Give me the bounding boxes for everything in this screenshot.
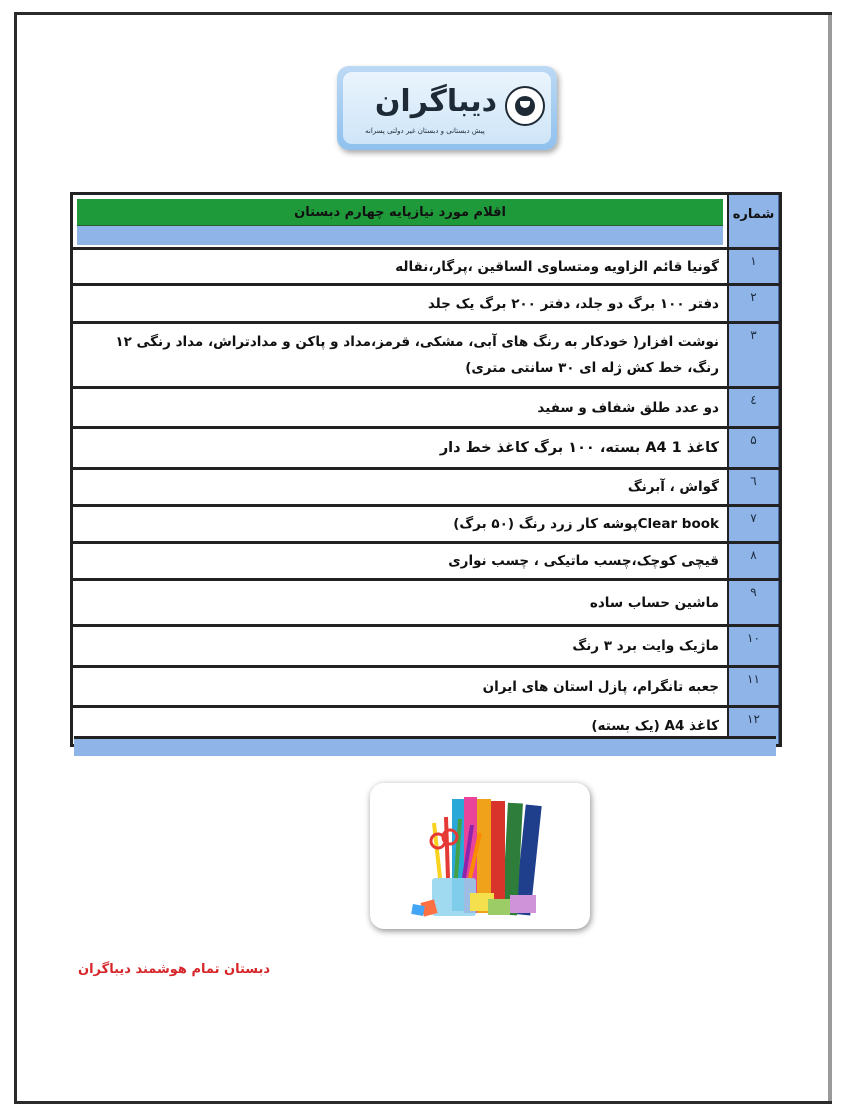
school-logo [337, 66, 557, 150]
row-item: دفتر ۱۰۰ برگ دو جلد، دفتر ۲۰۰ برگ یک جلد [73, 286, 727, 321]
row-item: دو عدد طلق شفاف و سفید [73, 389, 727, 426]
table-row [73, 429, 779, 470]
table-row [73, 250, 779, 286]
row-number: ۹ [727, 581, 779, 624]
table-row [73, 389, 779, 429]
row-number: ۱ [727, 250, 779, 283]
row-number: ۵ [727, 429, 779, 467]
row-item: گونیا قائم الزاویه ومتساوی الساقین ،پرگار،نقاله [73, 250, 727, 283]
school-name: دبستان تمام هوشمند دیباگران [78, 962, 271, 977]
row-item: کاغذ A4 1 بسته، ۱۰۰ برگ کاغذ خط دار [73, 429, 727, 467]
row-item: نوشت افزار( خودکار به رنگ های آبی، مشکی، قرمز،مداد و پاکن و مدادتراش، مداد رنگی ۱۲ رنگ، خط کش ژله ای ۳۰ سانتی متری) [73, 324, 727, 386]
row-item: گواش ، آبرنگ [73, 470, 727, 504]
table-row [73, 470, 779, 507]
row-number: ۸ [727, 544, 779, 578]
table-row [73, 324, 779, 389]
logo-seal-core [515, 96, 535, 116]
table-row [73, 286, 779, 324]
table-row [73, 507, 779, 544]
logo-seal-icon [505, 86, 545, 126]
row-number: ۱۱ [727, 668, 779, 705]
row-item: کاغذ A4 (یک بسته) [73, 708, 727, 744]
school-supplies-illustration [370, 783, 590, 929]
logo-tagline: پیش دبستانی و دبستان غیر دولتی پسرانه [365, 127, 485, 135]
row-number: ٤ [727, 389, 779, 426]
row-number: ۳ [727, 324, 779, 386]
table-header-band [77, 226, 723, 245]
school-supplies-image [370, 783, 590, 929]
row-item: Clear bookپوشه کار زرد رنگ (۵۰ برگ) [73, 507, 727, 541]
row-item: قیچی کوچک،چسب ماتیکی ، چسب نواری [73, 544, 727, 578]
row-number: ۱۲ [727, 708, 779, 744]
row-item: جعبه تانگرام، پازل استان های ایران [73, 668, 727, 705]
row-number: ۱۰ [727, 627, 779, 665]
table-row [73, 627, 779, 668]
row-number: ۷ [727, 507, 779, 541]
table-row [73, 581, 779, 627]
number-column-header: شماره [727, 195, 779, 247]
row-number: ۲ [727, 286, 779, 321]
table-header-cell [73, 195, 727, 247]
table-row [73, 668, 779, 708]
row-item: ماشین حساب ساده [73, 581, 727, 624]
logo-panel [343, 72, 551, 144]
table-row [73, 544, 779, 581]
table-header-row [73, 195, 779, 250]
supplies-table [70, 192, 782, 747]
table-footer-bar [74, 736, 776, 756]
row-item: ماژیک وایت برد ۳ رنگ [73, 627, 727, 665]
row-number: ٦ [727, 470, 779, 504]
logo-brand-name: دیباگران [374, 84, 497, 119]
table-title: اقلام مورد نیازپایه چهارم دبستان [77, 199, 723, 226]
